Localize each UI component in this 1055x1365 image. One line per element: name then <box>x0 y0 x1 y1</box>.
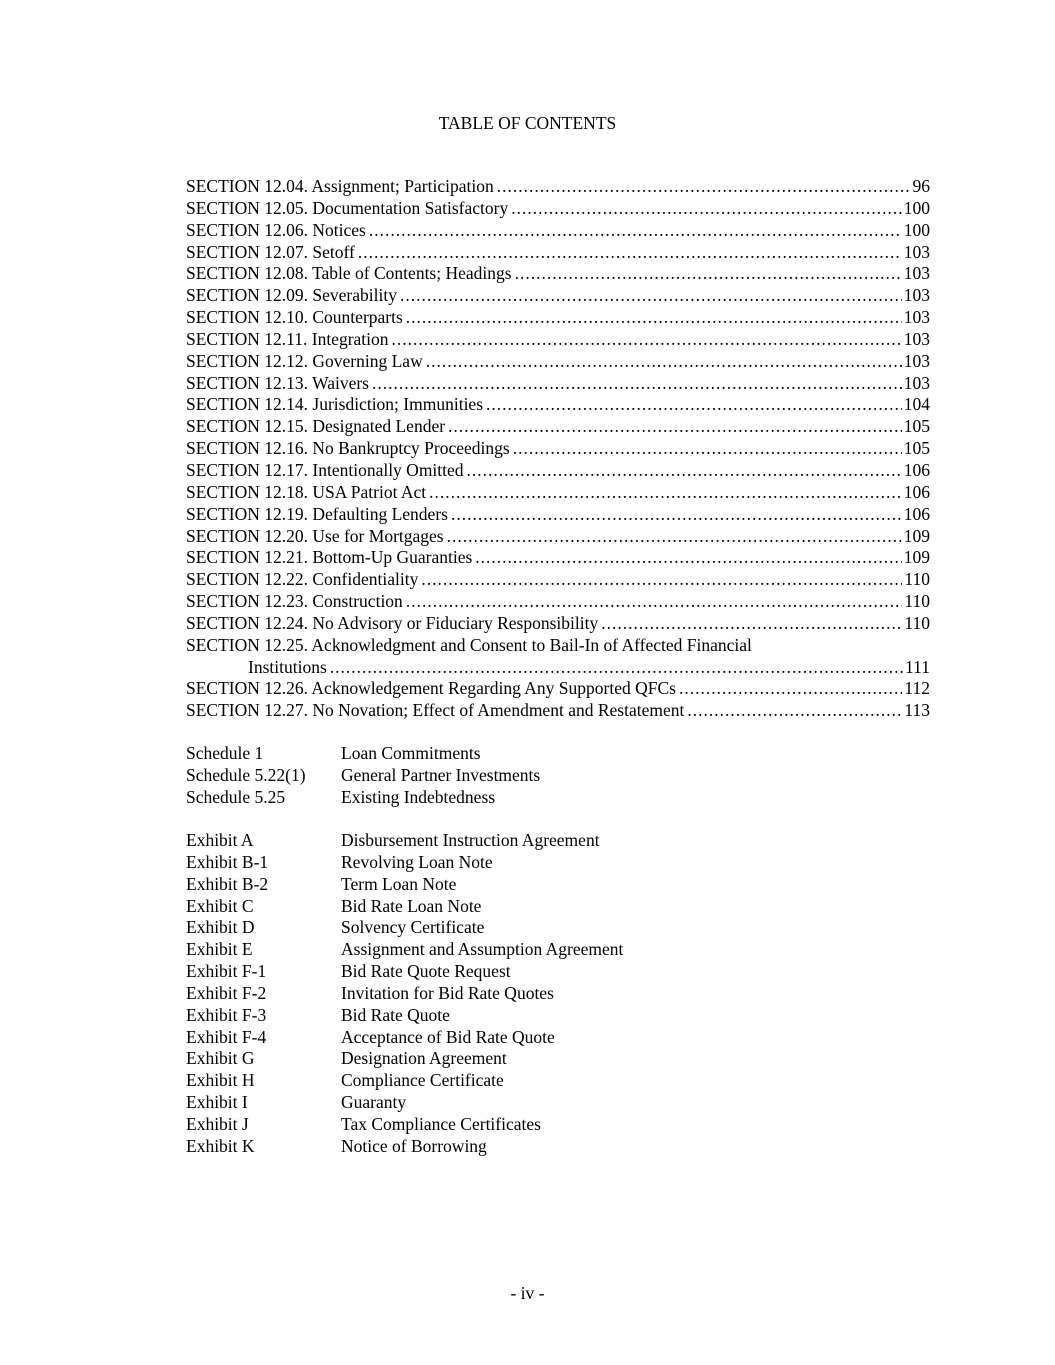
toc-leader-dots <box>513 438 902 460</box>
toc-entry[interactable] <box>186 220 930 242</box>
toc-leader-dots <box>369 220 902 242</box>
toc-entry[interactable] <box>186 285 930 307</box>
exhibit-item <box>186 830 886 852</box>
exhibit-item-description: Invitation for Bid Rate Quotes <box>341 982 554 1003</box>
toc-entry-label: SECTION 12.09. Severability <box>186 285 397 306</box>
toc-leader-dots <box>421 569 902 591</box>
toc-page-number: 105 <box>903 438 930 459</box>
toc-page-number: 106 <box>903 459 930 480</box>
toc-entry[interactable] <box>186 460 930 482</box>
toc-entry-label: SECTION 12.22. Confidentiality <box>186 569 419 590</box>
exhibit-item-ref: Exhibit F-3 <box>186 1004 267 1025</box>
toc-entry[interactable] <box>186 700 930 722</box>
exhibit-item <box>186 1005 886 1027</box>
exhibit-item-ref: Exhibit F-4 <box>186 1026 267 1047</box>
toc-entry[interactable] <box>186 176 930 198</box>
toc-page-number: 103 <box>903 307 930 328</box>
toc-entry-label: SECTION 12.18. USA Patriot Act <box>186 481 427 502</box>
exhibit-item-ref: Exhibit I <box>186 1092 248 1113</box>
toc-page-number: 109 <box>903 525 930 546</box>
toc-page-number: 104 <box>903 394 930 415</box>
toc-page-number: 110 <box>904 569 930 590</box>
toc-page-number: 96 <box>912 176 930 196</box>
toc-entry[interactable] <box>186 569 930 591</box>
toc-entry-label: SECTION 12.23. Construction <box>186 591 403 612</box>
toc-leader-dots <box>515 263 902 285</box>
toc-leader-dots <box>687 700 902 722</box>
exhibit-item <box>186 1070 886 1092</box>
page-title: TABLE OF CONTENTS <box>438 113 617 133</box>
schedule-item <box>186 787 886 809</box>
toc-leader-dots <box>392 329 902 351</box>
exhibit-item-ref: Exhibit G <box>186 1048 255 1069</box>
toc-leader-dots <box>406 591 903 613</box>
exhibit-item <box>186 1092 886 1114</box>
schedule-item-ref: Schedule 5.22(1) <box>186 764 306 785</box>
schedule-item-description: Loan Commitments <box>341 743 481 763</box>
toc-entry[interactable] <box>186 526 930 548</box>
toc-entry-label: SECTION 12.13. Waivers <box>186 372 369 393</box>
toc-page-number: 105 <box>903 416 930 437</box>
schedule-item-ref: Schedule 5.25 <box>186 786 286 807</box>
toc-entry-label: SECTION 12.12. Governing Law <box>186 350 423 371</box>
toc-leader-dots <box>426 351 902 373</box>
exhibit-item-ref: Exhibit C <box>186 895 254 916</box>
toc-entry[interactable] <box>186 438 930 460</box>
exhibit-item-ref: Exhibit B-1 <box>186 851 269 872</box>
toc-entry-label: SECTION 12.08. Table of Contents; Headings <box>186 263 512 284</box>
toc-leader-dots <box>497 176 911 198</box>
toc-leader-dots <box>679 678 902 700</box>
toc-entry-label: SECTION 12.19. Defaulting Lenders <box>186 503 448 524</box>
exhibit-item-description: Compliance Certificate <box>341 1070 504 1091</box>
exhibit-item-description: Bid Rate Quote <box>341 1004 450 1025</box>
toc-leader-dots <box>451 504 902 526</box>
toc-entry[interactable] <box>186 416 930 438</box>
exhibit-item <box>186 1048 886 1070</box>
toc-page-number: 106 <box>903 481 930 502</box>
exhibit-item-ref: Exhibit F-2 <box>186 982 267 1003</box>
toc-entry[interactable] <box>186 198 930 220</box>
toc-page-number: 103 <box>903 263 930 284</box>
toc-leader-dots <box>448 416 902 438</box>
schedules-list <box>186 743 886 809</box>
toc-entry-label: SECTION 12.14. Jurisdiction; Immunities <box>186 394 484 415</box>
exhibit-item <box>186 917 886 939</box>
exhibit-item <box>186 1114 886 1136</box>
schedule-item-ref: Schedule 1 <box>186 743 264 763</box>
exhibit-item-ref: Exhibit F-1 <box>186 961 267 982</box>
toc-leader-dots <box>429 482 902 504</box>
toc-entry[interactable] <box>186 613 930 635</box>
toc-leader-dots <box>372 373 902 395</box>
toc-page-number: 103 <box>903 328 930 349</box>
toc-entry-label: SECTION 12.20. Use for Mortgages <box>186 525 444 546</box>
toc-page-number: 103 <box>903 350 930 371</box>
toc-entry[interactable] <box>186 351 930 373</box>
exhibit-item <box>186 983 886 1005</box>
toc-leader-dots <box>601 613 902 635</box>
toc-entry-label: SECTION 12.15. Designated Lender <box>186 416 446 437</box>
toc-entry-label: SECTION 12.10. Counterparts <box>186 307 403 328</box>
toc-page-number: 112 <box>904 678 930 699</box>
exhibit-item <box>186 1136 886 1158</box>
toc-page-number: 106 <box>903 503 930 524</box>
exhibit-item-description: Bid Rate Quote Request <box>341 961 511 982</box>
exhibit-item-ref: Exhibit K <box>186 1135 255 1156</box>
schedule-item <box>186 743 886 765</box>
exhibit-item-description: Guaranty <box>341 1092 407 1113</box>
toc-entry[interactable] <box>186 394 930 416</box>
exhibit-item-description: Term Loan Note <box>341 873 457 894</box>
exhibit-item-ref: Exhibit A <box>186 830 254 850</box>
toc-leader-dots <box>486 394 902 416</box>
exhibit-item <box>186 852 886 874</box>
toc-entry[interactable] <box>186 307 930 329</box>
toc-entry[interactable] <box>186 329 930 351</box>
exhibit-item-ref: Exhibit B-2 <box>186 873 269 894</box>
toc-entry-label: SECTION 12.11. Integration <box>186 328 389 349</box>
toc-page-number: 109 <box>903 547 930 568</box>
toc-entry[interactable] <box>186 678 930 700</box>
schedule-item-description: General Partner Investments <box>341 764 541 785</box>
exhibit-item <box>186 939 886 961</box>
schedule-item-description: Existing Indebtedness <box>341 786 496 807</box>
toc-entry-label: SECTION 12.05. Documentation Satisfactory <box>186 197 509 218</box>
toc-page-number: 100 <box>903 197 930 218</box>
page-number-footer: - iv - <box>510 1283 545 1303</box>
toc-leader-dots <box>475 547 901 569</box>
toc-leader-dots <box>358 242 902 264</box>
exhibit-item-description: Tax Compliance Certificates <box>341 1113 541 1134</box>
table-of-contents <box>186 176 930 722</box>
toc-entry-label: SECTION 12.24. No Advisory or Fiduciary Responsibility <box>186 612 599 633</box>
toc-entry[interactable] <box>186 547 930 569</box>
toc-entry-label: SECTION 12.07. Setoff <box>186 241 355 262</box>
toc-entry-label: SECTION 12.25. Acknowledgment and Consent to Bail-In of Affected Financial <box>186 634 752 655</box>
exhibit-item-description: Solvency Certificate <box>341 917 485 938</box>
exhibit-item-ref: Exhibit J <box>186 1113 249 1134</box>
exhibit-item-description: Bid Rate Loan Note <box>341 895 482 916</box>
toc-leader-dots <box>330 657 903 679</box>
toc-page-number: 100 <box>903 219 930 240</box>
exhibit-item <box>186 961 886 983</box>
toc-entry[interactable] <box>186 263 930 285</box>
toc-entry-label: Institutions <box>248 656 327 677</box>
toc-page-number: 103 <box>903 372 930 393</box>
exhibit-item-ref: Exhibit H <box>186 1070 255 1091</box>
toc-entry-label: SECTION 12.06. Notices <box>186 219 366 240</box>
toc-entry-label: SECTION 12.21. Bottom-Up Guaranties <box>186 547 473 568</box>
toc-leader-dots <box>447 526 902 548</box>
toc-entry[interactable] <box>186 591 930 613</box>
toc-page-number: 110 <box>904 591 930 612</box>
toc-page-number: 111 <box>905 656 930 677</box>
exhibit-item-description: Disbursement Instruction Agreement <box>341 830 600 850</box>
toc-entry-label: SECTION 12.27. No Novation; Effect of Amendment and Restatement <box>186 700 685 721</box>
toc-page-number: 103 <box>903 285 930 306</box>
exhibit-item <box>186 896 886 918</box>
toc-entry[interactable] <box>186 242 930 264</box>
toc-entry-wrapped-line1[interactable] <box>186 635 930 657</box>
toc-page-number: 110 <box>904 612 930 633</box>
exhibit-item-description: Revolving Loan Note <box>341 851 493 872</box>
exhibit-item-description: Designation Agreement <box>341 1048 507 1069</box>
toc-entry-label: SECTION 12.16. No Bankruptcy Proceedings <box>186 438 510 459</box>
exhibit-item-description: Acceptance of Bid Rate Quote <box>341 1026 555 1047</box>
toc-page-number: 113 <box>904 700 930 721</box>
toc-entry-label: SECTION 12.17. Intentionally Omitted <box>186 459 464 480</box>
exhibits-list <box>186 830 886 1158</box>
toc-entry-label: SECTION 12.04. Assignment; Participation <box>186 176 494 196</box>
exhibit-item-ref: Exhibit D <box>186 917 255 938</box>
exhibit-item-description: Assignment and Assumption Agreement <box>341 939 624 960</box>
exhibit-item-ref: Exhibit E <box>186 939 253 960</box>
toc-entry[interactable] <box>186 482 930 504</box>
exhibit-item <box>186 874 886 896</box>
toc-entry-label: SECTION 12.26. Acknowledgement Regarding Any Supported QFCs <box>186 678 676 699</box>
toc-entry-wrapped-line2[interactable] <box>186 657 930 679</box>
toc-page-number: 103 <box>903 241 930 262</box>
exhibit-item <box>186 1027 886 1049</box>
toc-leader-dots <box>511 198 902 220</box>
toc-entry[interactable] <box>186 373 930 395</box>
schedule-item <box>186 765 886 787</box>
toc-leader-dots <box>400 285 902 307</box>
toc-leader-dots <box>467 460 902 482</box>
exhibit-item-description: Notice of Borrowing <box>341 1135 487 1156</box>
toc-leader-dots <box>406 307 902 329</box>
toc-entry[interactable] <box>186 504 930 526</box>
